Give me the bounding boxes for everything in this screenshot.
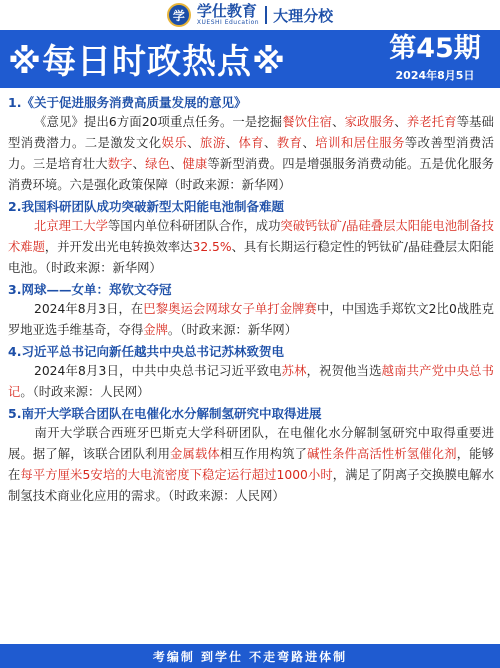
- highlight-text: 教育: [276, 136, 303, 150]
- news-item: [8, 197, 494, 279]
- body-text: 、: [132, 157, 146, 171]
- highlight-text: 32.5%: [192, 240, 232, 254]
- highlight-text: 越南共产党中央总书记: [8, 364, 494, 399]
- branch-name: 大理分校: [273, 6, 334, 25]
- news-heading: 1.《关于促进服务消费高质量发展的意见》: [8, 95, 247, 110]
- footer-bar: [0, 644, 500, 668]
- brand-text: [197, 4, 259, 26]
- highlight-text: 餐饮住宿: [282, 115, 333, 129]
- issue-number: 第45期: [389, 33, 481, 64]
- body-text: 、: [394, 115, 407, 129]
- highlight-text: 每平方厘米5安培的大电流密度下稳定运行超过1000小时: [20, 468, 333, 482]
- body-text: 等改善型消费活力。三是培育壮大: [8, 136, 494, 171]
- body-text: 、: [264, 136, 277, 150]
- body-text: 《意见》提出6方面20项重点任务。一是挖掘: [34, 115, 283, 129]
- brand-name: 学仕教育: [196, 2, 257, 20]
- body-text: 相互作用构筑了: [219, 447, 308, 461]
- highlight-text: 突破钙钛矿/晶硅叠层太阳能电池制备技术难题: [8, 219, 494, 254]
- footer-slogan: 考编制 到学仕 不走弯路进体制: [152, 649, 348, 664]
- highlight-text: 养老托育: [406, 115, 457, 129]
- news-heading: 5.南开大学联合团队在电催化水分解制氢研究中取得进展: [8, 406, 322, 421]
- news-heading: 2.我国科研团队成功突破新型太阳能电池制备难题: [8, 199, 284, 214]
- highlight-text: 旅游: [200, 136, 226, 150]
- body-text: ，能够在: [8, 447, 494, 482]
- news-item: [8, 342, 494, 403]
- news-body: [8, 299, 494, 341]
- body-text: 、: [302, 136, 316, 150]
- news-body: [8, 112, 494, 196]
- highlight-text: 绿色: [145, 157, 171, 171]
- body-text: ，祝贺他当选: [306, 364, 382, 378]
- body-text: 、: [225, 136, 239, 150]
- highlight-text: 北京理工大学: [34, 219, 108, 233]
- body-text: 。（时政来源：人民网）: [20, 385, 150, 399]
- news-item: [8, 404, 494, 507]
- issue-date: 2024年8月5日: [395, 69, 475, 82]
- page-title: ※每日时政热点※: [8, 42, 287, 82]
- brand-subtitle: XUESHI Education: [196, 19, 260, 26]
- news-body: [8, 423, 494, 507]
- highlight-text: 健康: [182, 157, 208, 171]
- school-logo-icon: 学: [167, 3, 191, 27]
- body-text: 、具有长期运行稳定性的钙钛矿/晶硅叠层太阳能电池。（时政来源：新华网）: [8, 240, 494, 275]
- news-heading: 4.习近平总书记向新任越共中央总书记苏林致贺电: [8, 344, 284, 359]
- body-text: 。（时政来源：新华网）: [167, 323, 298, 337]
- body-text: 等新型消费。四是增强服务消费动能。五是优化服务消费环境。六是强化政策保障（时政来源：新华网）: [8, 157, 494, 192]
- title-banner: [0, 30, 500, 88]
- highlight-text: 家政服务: [344, 115, 395, 129]
- body-text: 等国内单位科研团队合作，成功: [107, 219, 281, 233]
- highlight-text: 金属载体: [170, 447, 220, 461]
- news-list: [8, 92, 494, 507]
- issue-info: [378, 33, 492, 83]
- news-item: [8, 93, 494, 196]
- body-text: 2024年8月3日，在: [34, 302, 144, 316]
- body-text: ，满足了阴离子交换膜电解水制氢技术商业化应用的需求。（时政来源：人民网）: [8, 468, 494, 503]
- highlight-text: 巴黎奥运会网球女子单打金牌赛: [143, 302, 317, 316]
- body-text: 、: [332, 115, 345, 129]
- body-text: 中，中国选手郑钦文2比0战胜克罗地亚选手维基奇，夺得: [8, 302, 494, 337]
- body-text: 等基础型消费潜力。二是激发文化: [8, 115, 494, 150]
- body-text: 南开大学联合西班牙巴斯克大学科研团队，在电催化水分解制氢研究中取得重要进展。据了解，该联合团队利用: [8, 426, 494, 461]
- brand-header: [0, 0, 500, 30]
- highlight-text: 体育: [238, 136, 265, 150]
- news-heading: 3.网球——女单：郑钦文夺冠: [8, 282, 172, 297]
- highlight-text: 数字: [107, 157, 133, 171]
- news-body: [8, 361, 494, 403]
- news-body: [8, 216, 494, 279]
- brand-divider: [265, 6, 267, 24]
- body-text: ，并开发出光电转换效率达: [44, 240, 193, 254]
- highlight-text: 金牌: [143, 323, 168, 337]
- highlight-text: 苏林: [281, 364, 307, 378]
- highlight-text: 娱乐: [161, 136, 188, 150]
- highlight-text: 培训和居住服务: [315, 136, 405, 150]
- body-text: 2024年8月3日，中共中央总书记习近平致电: [34, 364, 282, 378]
- body-text: 、: [187, 136, 201, 150]
- body-text: 、: [170, 157, 183, 171]
- news-item: [8, 280, 494, 341]
- highlight-text: 碱性条件高活性析氢催化剂: [307, 447, 457, 461]
